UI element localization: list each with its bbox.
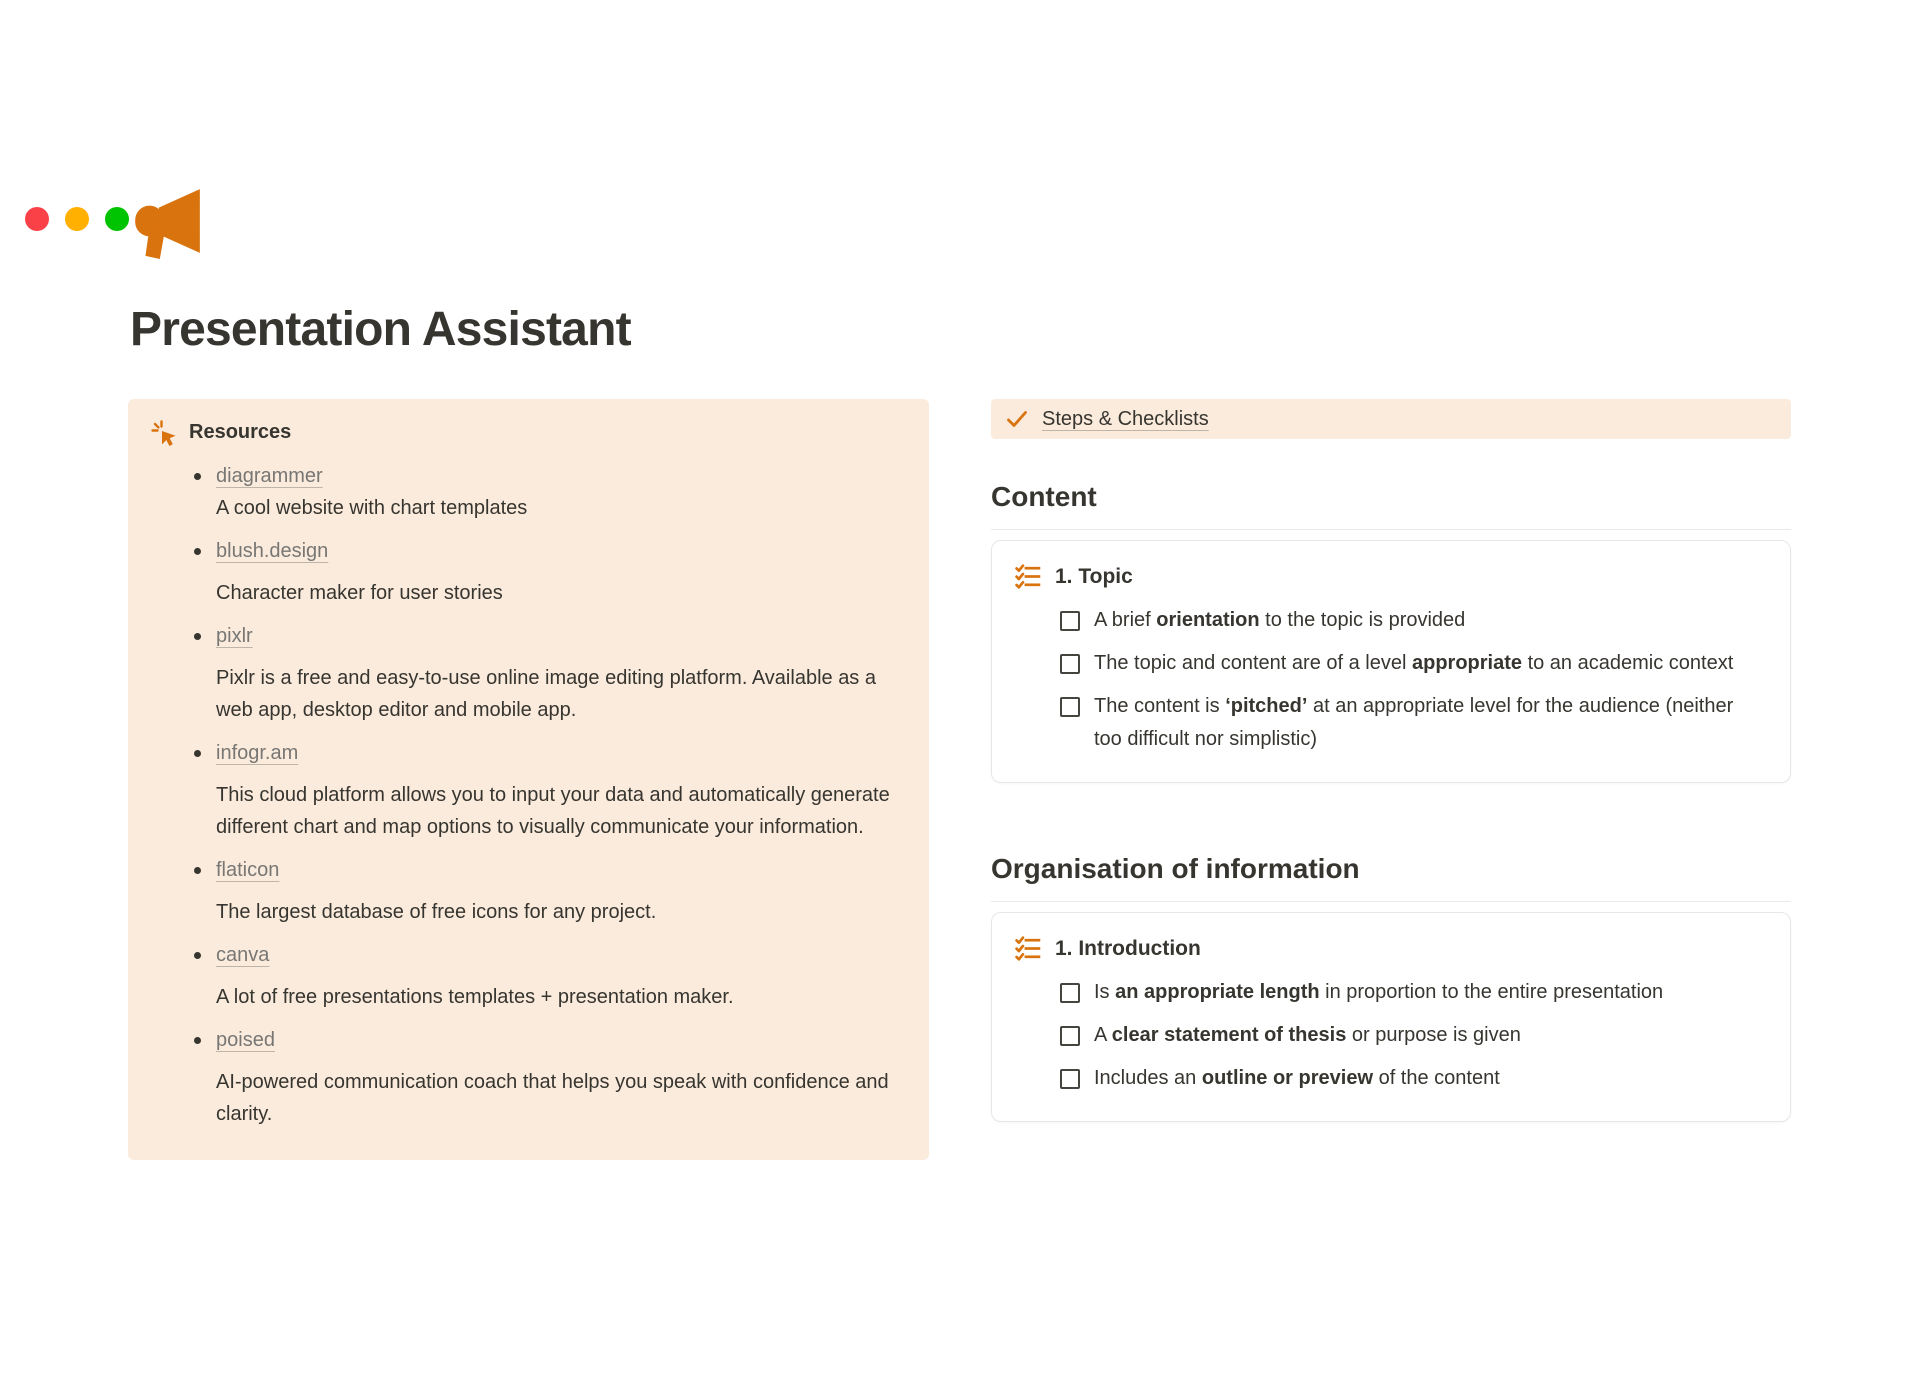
checklist-sections <box>991 481 1791 1122</box>
steps-checklists-callout[interactable] <box>991 399 1791 439</box>
bullet-dot <box>194 1037 201 1044</box>
list-item <box>190 620 905 726</box>
resource-description: This cloud platform allows you to input your data and automatically generate different chart and map options to visually communicate your information. <box>216 784 890 838</box>
resource-description: Character maker for user stories <box>216 582 503 604</box>
close-window-button[interactable] <box>25 207 49 231</box>
resources-list <box>150 460 905 1130</box>
todo-text <box>1094 604 1465 637</box>
todo-item <box>1060 1019 1760 1052</box>
checklist-icon <box>1014 935 1041 962</box>
window-controls <box>25 207 129 231</box>
resource-link[interactable]: infogr.am <box>216 742 299 764</box>
todo-text-part: at an appropriate level for the audience (neither too difficult nor simplistic) <box>1094 695 1734 750</box>
bullet-dot <box>194 473 201 480</box>
checkbox-unchecked[interactable] <box>1060 1026 1080 1046</box>
list-item <box>190 939 905 1013</box>
bullet-dot <box>194 750 201 757</box>
resources-title: Resources <box>189 421 292 443</box>
todo-text <box>1094 976 1663 1009</box>
todo-text-part: of the content <box>1373 1067 1500 1089</box>
todo-text-part: A brief <box>1094 609 1157 631</box>
todo-text-bold: appropriate <box>1411 652 1523 674</box>
resource-link[interactable]: pixlr <box>216 625 253 647</box>
cursor-click-icon <box>150 419 177 446</box>
todo-item <box>1060 690 1760 756</box>
zoom-window-button[interactable] <box>105 207 129 231</box>
checkbox-unchecked[interactable] <box>1060 983 1080 1003</box>
todo-text-part: to the topic is provided <box>1259 609 1466 631</box>
todo-text-part: Is <box>1094 981 1116 1003</box>
bullet-dot <box>194 952 201 959</box>
minimize-window-button[interactable] <box>65 207 89 231</box>
todo-text <box>1094 1062 1500 1095</box>
list-item <box>190 535 905 609</box>
resource-link[interactable]: flaticon <box>216 859 280 881</box>
todo-text-part: The content is <box>1094 695 1226 717</box>
resource-description: The largest database of free icons for any project. <box>216 901 657 923</box>
checklists-column <box>991 399 1791 1122</box>
list-item <box>190 460 905 524</box>
resource-description: A cool website with chart templates <box>216 497 528 519</box>
resource-link[interactable]: poised <box>216 1029 275 1051</box>
todo-text-part: or purpose is given <box>1346 1024 1521 1046</box>
card-title-row <box>1014 935 1760 962</box>
todo-text-bold: outline or preview <box>1201 1067 1374 1089</box>
section-heading: Organisation of information <box>991 853 1791 902</box>
resource-link[interactable]: canva <box>216 944 270 966</box>
list-item <box>190 737 905 843</box>
two-column-layout <box>128 399 1792 1160</box>
todo-item <box>1060 647 1760 680</box>
megaphone-icon[interactable] <box>128 182 206 260</box>
card-title-row <box>1014 563 1760 590</box>
resource-link[interactable]: diagrammer <box>216 465 323 487</box>
todo-text-bold: ‘pitched’ <box>1225 695 1308 717</box>
section-heading: Content <box>991 481 1791 530</box>
todo-text-bold: orientation <box>1156 609 1260 631</box>
todo-item <box>1060 976 1760 1009</box>
checkbox-unchecked[interactable] <box>1060 1069 1080 1089</box>
checklist-card <box>991 540 1791 783</box>
todo-item <box>1060 1062 1760 1095</box>
bullet-dot <box>194 548 201 555</box>
todo-item <box>1060 604 1760 637</box>
checkbox-unchecked[interactable] <box>1060 611 1080 631</box>
resource-link[interactable]: blush.design <box>216 540 329 562</box>
check-icon <box>1005 407 1029 431</box>
resource-description: A lot of free presentations templates + presentation maker. <box>216 986 734 1008</box>
card-title: 1. Introduction <box>1055 936 1201 960</box>
todo-text-part: to an academic context <box>1522 652 1734 674</box>
todo-text <box>1094 1019 1521 1052</box>
todo-text-part: in proportion to the entire presentation <box>1319 981 1664 1003</box>
checklist-card <box>991 912 1791 1122</box>
todo-text-bold: an appropriate length <box>1115 981 1320 1003</box>
bullet-dot <box>194 633 201 640</box>
todo-text <box>1094 690 1760 756</box>
list-item <box>190 1024 905 1130</box>
card-title: 1. Topic <box>1055 564 1133 588</box>
checklist-icon <box>1014 563 1041 590</box>
todo-text <box>1094 647 1733 680</box>
todo-text-part: A <box>1094 1024 1112 1046</box>
steps-checklists-link[interactable]: Steps & Checklists <box>1042 407 1209 430</box>
resources-callout <box>128 399 929 1160</box>
todo-text-part: The topic and content are of a level <box>1094 652 1412 674</box>
list-item <box>190 854 905 928</box>
page <box>0 182 1920 1160</box>
resource-description: AI-powered communication coach that helps you speak with confidence and clarity. <box>216 1071 889 1125</box>
resource-description: Pixlr is a free and easy-to-use online image editing platform. Available as a web app, desktop editor and mobile app. <box>216 667 876 721</box>
bullet-dot <box>194 867 201 874</box>
page-title: Presentation Assistant <box>130 303 631 356</box>
todo-text-bold: clear statement of thesis <box>1111 1024 1347 1046</box>
checkbox-unchecked[interactable] <box>1060 654 1080 674</box>
resources-header <box>150 419 905 446</box>
todo-text-part: Includes an <box>1094 1067 1202 1089</box>
checkbox-unchecked[interactable] <box>1060 697 1080 717</box>
